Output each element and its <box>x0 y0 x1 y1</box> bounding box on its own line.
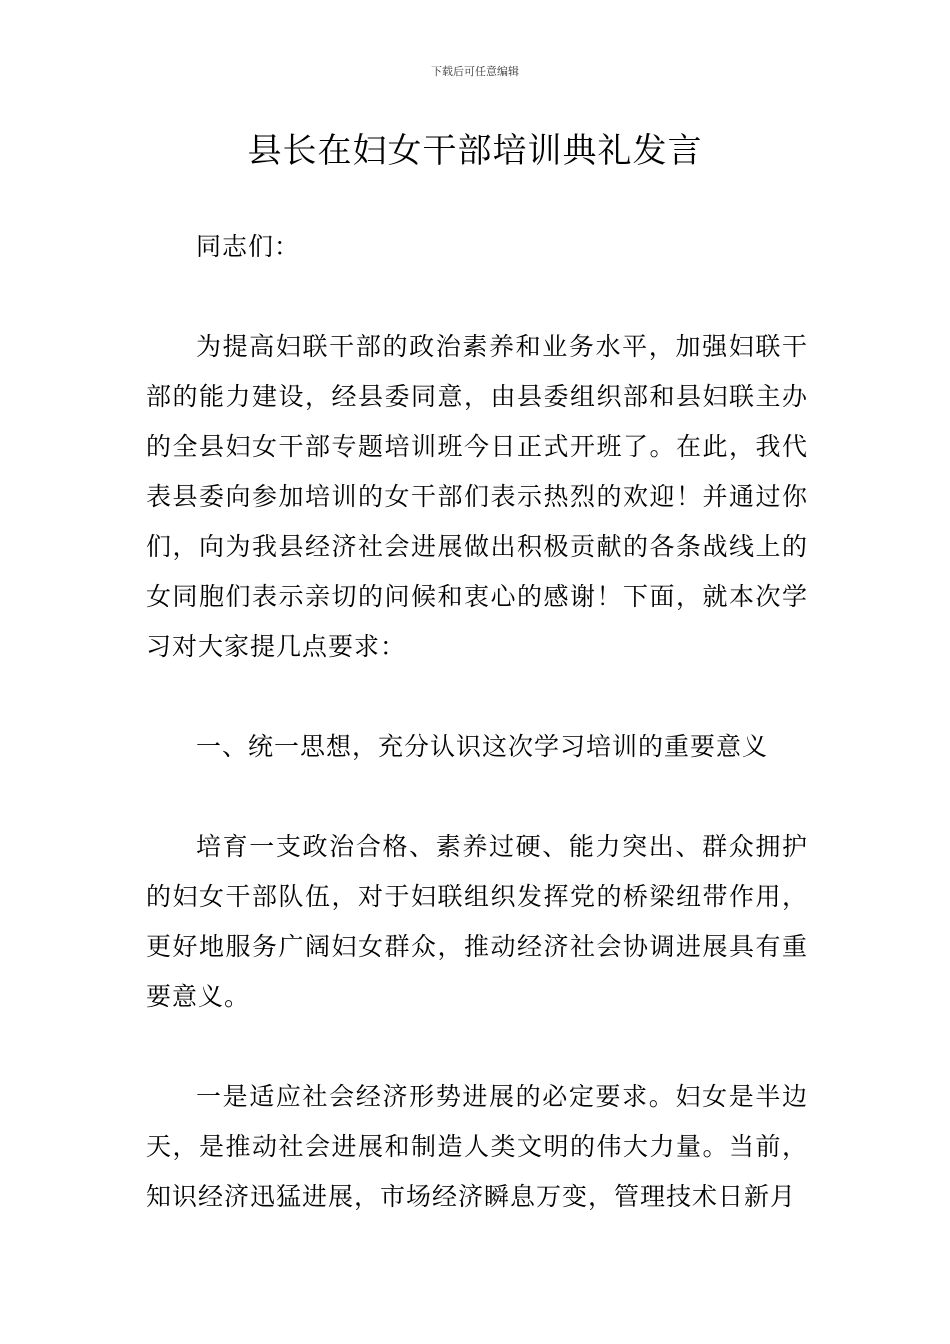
section-heading: 一、统一思想，充分认识这次学习培训的重要意义 <box>196 732 769 761</box>
document-body <box>146 222 808 1272</box>
intro-paragraph: 为提高妇联干部的政治素养和业务水平，加强妇联干部的能力建设，经县委同意，由县委组织部和县妇联主办的全县妇女干部专题培训班今日正式开班了。在此，我代表县委向参加培训的女干部们表示热烈的欢迎！并通过你们，向为我县经济社会进展做出积极贡献的各条战线上的女同胞们表示亲切的问候和衷心的感谢！下面，就本次学习对大家提几点要求： <box>146 332 808 661</box>
header-note: 下载后可任意编辑 <box>431 65 519 78</box>
salutation: 同志们： <box>196 232 301 261</box>
document-title: 县长在妇女干部培训典礼发言 <box>247 131 703 171</box>
body-paragraph: 一是适应社会经济形势进展的必定要求。妇女是半边天，是推动社会进展和制造人类文明的伟大力量。当前，知识经济迅猛进展，市场经济瞬息万变，管理技术日新月 <box>146 1082 808 1211</box>
body-paragraph: 培育一支政治合格、素养过硬、能力突出、群众拥护的妇女干部队伍，对于妇联组织发挥党的桥梁纽带作用，更好地服务广阔妇女群众，推动经济社会协调进展具有重要意义。 <box>146 832 808 1011</box>
